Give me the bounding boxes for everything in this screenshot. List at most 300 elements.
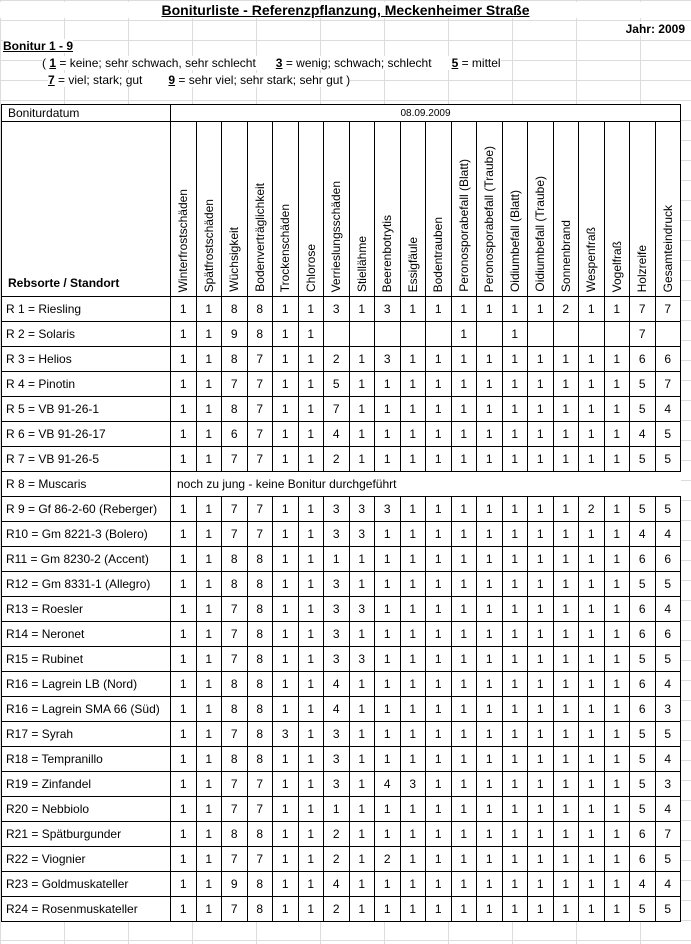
rating-cell: 1: [426, 647, 452, 672]
scale-title: Bonitur 1 - 9: [3, 39, 74, 53]
column-header-label: Wüchsigkeit: [227, 227, 242, 292]
rating-cell: 5: [630, 897, 656, 922]
rating-cell: 1: [477, 297, 503, 322]
rating-cell: 1: [451, 347, 477, 372]
rating-cell: 4: [655, 797, 681, 822]
rating-cell: 8: [247, 672, 273, 697]
rating-cell: 1: [400, 647, 426, 672]
rating-cell: 1: [426, 772, 452, 797]
rating-cell: 1: [196, 697, 222, 722]
scale-description: = mittel: [458, 56, 501, 70]
rating-cell: 1: [171, 647, 197, 672]
rating-cell: 1: [579, 397, 605, 422]
rating-cell: 1: [375, 722, 401, 747]
rating-cell: 7: [247, 522, 273, 547]
rating-cell: 1: [349, 347, 375, 372]
rating-cell: 1: [324, 547, 350, 572]
rating-cell: 1: [604, 397, 630, 422]
rating-cell: 1: [553, 622, 579, 647]
table-row: [2, 772, 681, 797]
rating-cell: 1: [502, 372, 528, 397]
rating-cell: [477, 322, 503, 347]
rating-cell: 3: [375, 347, 401, 372]
rating-cell: 1: [579, 822, 605, 847]
rating-cell: 7: [222, 797, 248, 822]
column-header-label: Wespenfraß: [584, 226, 599, 292]
rating-cell: 1: [298, 847, 324, 872]
variety-name: R 1 = Riesling: [2, 297, 171, 322]
rating-cell: 2: [553, 297, 579, 322]
table-row: [2, 747, 681, 772]
rating-cell: 1: [553, 747, 579, 772]
rating-cell: 7: [247, 447, 273, 472]
rating-cell: 1: [604, 372, 630, 397]
rating-cell: 1: [349, 897, 375, 922]
rating-cell: 7: [630, 297, 656, 322]
rating-cell: 1: [502, 747, 528, 772]
table-row: [2, 872, 681, 897]
rating-cell: 7: [222, 447, 248, 472]
rating-cell: 1: [375, 372, 401, 397]
rating-cell: 1: [451, 297, 477, 322]
rating-cell: 8: [247, 547, 273, 572]
rating-cell: 1: [477, 397, 503, 422]
rating-cell: 1: [579, 897, 605, 922]
rating-cell: 1: [400, 847, 426, 872]
rating-cell: 2: [324, 347, 350, 372]
rating-cell: 1: [528, 697, 554, 722]
rating-cell: 1: [400, 347, 426, 372]
rating-cell: 3: [349, 522, 375, 547]
variety-name: R21 = Spätburgunder: [2, 822, 171, 847]
rating-cell: 1: [451, 597, 477, 622]
rating-cell: 3: [273, 722, 299, 747]
table-row: [2, 822, 681, 847]
rating-cell: 1: [604, 572, 630, 597]
rating-cell: 1: [604, 447, 630, 472]
rating-cell: 1: [324, 797, 350, 822]
rating-cell: 1: [400, 622, 426, 647]
rating-cell: 7: [222, 372, 248, 397]
rating-cell: 4: [324, 872, 350, 897]
rating-cell: 1: [477, 497, 503, 522]
rating-cell: 1: [426, 447, 452, 472]
scale-description: = viel; stark; gut: [54, 73, 143, 87]
variety-name: R18 = Tempranillo: [2, 747, 171, 772]
table-row: [2, 697, 681, 722]
rating-cell: 8: [247, 622, 273, 647]
rating-cell: 1: [273, 872, 299, 897]
rating-cell: 1: [400, 572, 426, 597]
rating-cell: 1: [298, 647, 324, 672]
variety-name: R15 = Rubinet: [2, 647, 171, 672]
rating-cell: 1: [477, 522, 503, 547]
rating-cell: [553, 322, 579, 347]
rating-cell: 1: [553, 772, 579, 797]
rating-cell: 1: [502, 622, 528, 647]
rating-cell: 8: [247, 872, 273, 897]
row-note: noch zu jung - keine Bonitur durchgeführt: [171, 472, 681, 497]
rating-cell: 1: [298, 322, 324, 347]
rating-cell: 1: [451, 322, 477, 347]
rating-cell: 5: [655, 847, 681, 872]
column-header: [655, 122, 681, 297]
rating-cell: 1: [196, 872, 222, 897]
rating-cell: 1: [349, 422, 375, 447]
rating-cell: 1: [426, 622, 452, 647]
rating-cell: 4: [324, 697, 350, 722]
rating-cell: 1: [477, 347, 503, 372]
rating-cell: 3: [375, 497, 401, 522]
rating-cell: 1: [502, 447, 528, 472]
rating-cell: 1: [528, 422, 554, 447]
rating-cell: 8: [247, 297, 273, 322]
rating-cell: 8: [247, 572, 273, 597]
table-row: [2, 297, 681, 322]
rating-cell: 1: [528, 447, 554, 472]
rating-cell: 7: [324, 397, 350, 422]
rating-cell: 1: [171, 397, 197, 422]
rating-cell: 1: [528, 822, 554, 847]
rating-cell: 1: [528, 497, 554, 522]
rating-cell: 1: [528, 347, 554, 372]
rating-cell: 1: [273, 647, 299, 672]
rating-cell: 1: [196, 897, 222, 922]
rating-cell: 1: [604, 672, 630, 697]
rating-cell: 1: [451, 547, 477, 572]
rating-cell: 1: [579, 672, 605, 697]
rating-cell: 1: [426, 597, 452, 622]
rating-cell: 1: [528, 722, 554, 747]
rating-cell: 5: [630, 372, 656, 397]
rating-cell: 1: [553, 722, 579, 747]
variety-name: R12 = Gm 8331-1 (Allegro): [2, 572, 171, 597]
rating-cell: 1: [171, 422, 197, 447]
rating-cell: 1: [451, 797, 477, 822]
rating-cell: 1: [196, 672, 222, 697]
rating-cell: 1: [451, 647, 477, 672]
rating-cell: 1: [171, 597, 197, 622]
column-header-label: Vogelfraß: [609, 240, 624, 292]
rating-cell: 4: [655, 597, 681, 622]
rating-cell: 1: [196, 497, 222, 522]
rating-cell: 1: [604, 547, 630, 572]
column-header-label: Oidiumbefall (Blatt): [507, 189, 522, 292]
rating-cell: 8: [247, 747, 273, 772]
rating-cell: 1: [579, 522, 605, 547]
rating-cell: 1: [171, 822, 197, 847]
rating-cell: 4: [655, 872, 681, 897]
rating-cell: 1: [171, 797, 197, 822]
rating-cell: 1: [553, 547, 579, 572]
rating-cell: 1: [553, 672, 579, 697]
rating-cell: 1: [451, 722, 477, 747]
rating-cell: 1: [196, 822, 222, 847]
rating-cell: 1: [171, 572, 197, 597]
rating-cell: 2: [375, 847, 401, 872]
rating-cell: 8: [222, 397, 248, 422]
rating-cell: 1: [273, 372, 299, 397]
rating-cell: 1: [502, 547, 528, 572]
rating-cell: 1: [502, 772, 528, 797]
rating-cell: 5: [655, 572, 681, 597]
column-header-label: Verrieslungsschäden: [329, 180, 344, 292]
rating-cell: 1: [502, 847, 528, 872]
rating-cell: 1: [477, 572, 503, 597]
column-header-label: Peronosporabefall (Traube): [482, 145, 497, 292]
rating-cell: 1: [171, 497, 197, 522]
rating-cell: 1: [400, 872, 426, 897]
variety-name: R23 = Goldmuskateller: [2, 872, 171, 897]
rating-cell: 3: [324, 647, 350, 672]
rating-cell: 1: [426, 547, 452, 572]
rating-cell: 1: [451, 497, 477, 522]
variety-name: R13 = Roesler: [2, 597, 171, 622]
rating-cell: 1: [400, 447, 426, 472]
rating-cell: 1: [196, 572, 222, 597]
column-header: [273, 122, 299, 297]
rating-cell: 1: [273, 622, 299, 647]
rating-cell: 1: [579, 347, 605, 372]
rating-cell: 1: [426, 722, 452, 747]
variety-name: R 6 = VB 91-26-17: [2, 422, 171, 447]
rating-cell: 1: [375, 422, 401, 447]
variety-name: R 3 = Helios: [2, 347, 171, 372]
rating-cell: 7: [222, 897, 248, 922]
rating-cell: 5: [630, 747, 656, 772]
rating-cell: 1: [451, 747, 477, 772]
table-row: [2, 447, 681, 472]
rating-cell: 1: [477, 372, 503, 397]
rating-cell: 1: [171, 522, 197, 547]
column-header-label: Bodenverträglichkeit: [252, 183, 267, 292]
rating-cell: 1: [349, 547, 375, 572]
rating-cell: 6: [630, 847, 656, 872]
table-row: [2, 597, 681, 622]
rating-cell: 1: [298, 297, 324, 322]
rating-cell: 1: [528, 772, 554, 797]
rating-cell: 1: [451, 872, 477, 897]
rating-cell: 1: [349, 622, 375, 647]
rating-cell: 1: [426, 822, 452, 847]
rating-cell: 1: [528, 797, 554, 822]
rating-cell: 1: [451, 572, 477, 597]
rating-cell: 1: [528, 372, 554, 397]
rating-cell: 1: [426, 747, 452, 772]
rating-cell: 1: [553, 847, 579, 872]
rating-cell: 1: [400, 297, 426, 322]
rating-cell: 1: [477, 647, 503, 672]
rating-cell: 1: [579, 722, 605, 747]
rating-cell: 1: [171, 347, 197, 372]
rating-cell: 1: [477, 547, 503, 572]
rating-cell: 1: [400, 672, 426, 697]
rating-cell: 6: [222, 422, 248, 447]
rating-cell: 1: [579, 872, 605, 897]
rating-cell: 1: [273, 572, 299, 597]
rating-cell: 1: [349, 722, 375, 747]
rating-cell: 1: [579, 772, 605, 797]
rating-cell: 7: [247, 847, 273, 872]
rating-cell: 5: [655, 422, 681, 447]
rating-cell: 1: [400, 697, 426, 722]
column-header: [451, 122, 477, 297]
rating-cell: 1: [349, 797, 375, 822]
rating-cell: 7: [247, 797, 273, 822]
rating-cell: 7: [222, 597, 248, 622]
rating-cell: 1: [451, 622, 477, 647]
scale-value-5: 5: [451, 56, 459, 70]
column-header-label: Spätfrostschäden: [201, 198, 216, 292]
rating-cell: 1: [502, 872, 528, 897]
table-row: [2, 847, 681, 872]
rating-cell: 1: [477, 822, 503, 847]
rating-cell: 1: [604, 422, 630, 447]
rating-cell: 1: [273, 547, 299, 572]
rating-cell: 1: [273, 847, 299, 872]
rating-cell: 5: [630, 572, 656, 597]
rating-cell: 7: [222, 647, 248, 672]
rating-cell: 2: [324, 847, 350, 872]
rating-cell: 1: [477, 747, 503, 772]
rating-cell: 4: [630, 422, 656, 447]
column-header: [528, 122, 554, 297]
rating-cell: 1: [196, 722, 222, 747]
rating-cell: 1: [196, 447, 222, 472]
rating-cell: 1: [451, 697, 477, 722]
rating-cell: [528, 322, 554, 347]
rating-table: [1, 104, 681, 922]
rating-cell: 6: [655, 547, 681, 572]
scale-legend-line-1: ( 1 = keine; sehr schwach, sehr schlecht 3 = wenig; schwach; schlecht 5 = mittel: [42, 56, 501, 70]
variety-name: R14 = Neronet: [2, 622, 171, 647]
rating-cell: 6: [630, 822, 656, 847]
rating-cell: 1: [502, 672, 528, 697]
rating-cell: 8: [247, 597, 273, 622]
column-header-label: Oidiumbefall (Traube): [533, 176, 548, 292]
rating-cell: 1: [426, 372, 452, 397]
rating-cell: 1: [196, 597, 222, 622]
rating-cell: 1: [528, 622, 554, 647]
rating-cell: 8: [247, 647, 273, 672]
rating-cell: 1: [349, 572, 375, 597]
rating-cell: 1: [196, 622, 222, 647]
rating-cell: 1: [528, 672, 554, 697]
column-header: [171, 122, 197, 297]
rating-cell: 5: [655, 647, 681, 672]
rating-cell: 3: [324, 747, 350, 772]
rating-cell: [579, 322, 605, 347]
rating-cell: 1: [451, 822, 477, 847]
rating-cell: 1: [477, 847, 503, 872]
rating-cell: [655, 322, 681, 347]
rating-cell: 1: [298, 397, 324, 422]
rating-cell: 1: [477, 672, 503, 697]
rating-cell: 7: [247, 347, 273, 372]
rating-cell: 1: [426, 672, 452, 697]
scale-legend-line-2: [48, 73, 350, 87]
rating-cell: 1: [579, 597, 605, 622]
rating-cell: 1: [553, 572, 579, 597]
rating-cell: 1: [273, 672, 299, 697]
rating-cell: [349, 322, 375, 347]
rating-cell: 3: [324, 622, 350, 647]
rating-cell: 3: [349, 497, 375, 522]
variety-name: R16 = Lagrein SMA 66 (Süd): [2, 697, 171, 722]
rating-cell: 1: [477, 897, 503, 922]
rating-cell: 7: [222, 522, 248, 547]
rating-cell: 1: [400, 547, 426, 572]
date-value: 08.09.2009: [171, 105, 681, 122]
year-label: Jahr: 2009: [625, 22, 685, 36]
rating-cell: 8: [247, 322, 273, 347]
rating-cell: 1: [349, 872, 375, 897]
rating-cell: 4: [655, 747, 681, 772]
rating-cell: 1: [349, 372, 375, 397]
rating-cell: 1: [502, 347, 528, 372]
table-row: [2, 722, 681, 747]
rating-cell: 1: [400, 372, 426, 397]
table-row: [2, 347, 681, 372]
rating-cell: 1: [298, 672, 324, 697]
rating-cell: [604, 322, 630, 347]
rating-cell: 8: [247, 722, 273, 747]
rating-cell: 1: [273, 772, 299, 797]
rating-cell: 1: [196, 547, 222, 572]
rating-cell: 3: [349, 647, 375, 672]
rating-cell: 1: [502, 647, 528, 672]
column-header-label: Holzreife: [635, 244, 650, 292]
rating-cell: 1: [553, 347, 579, 372]
variety-name: R 7 = VB 91-26-5: [2, 447, 171, 472]
rating-cell: 1: [579, 647, 605, 672]
rating-cell: 1: [451, 397, 477, 422]
rating-cell: 3: [655, 697, 681, 722]
rating-cell: 1: [528, 522, 554, 547]
rating-cell: 1: [298, 347, 324, 372]
rating-cell: 1: [604, 697, 630, 722]
rating-cell: 7: [222, 772, 248, 797]
scale-description: = sehr viel; sehr stark; sehr gut ): [175, 73, 351, 87]
rating-cell: 1: [579, 297, 605, 322]
scale-value-3: 3: [275, 56, 283, 70]
rating-cell: 1: [528, 847, 554, 872]
rating-cell: 1: [400, 522, 426, 547]
rating-cell: 1: [298, 772, 324, 797]
column-header: [426, 122, 452, 297]
rating-cell: 1: [477, 772, 503, 797]
sheet-title: Boniturliste - Referenzpflanzung, Meckenheimer Straße: [0, 2, 691, 18]
variety-name: R24 = Rosenmuskateller: [2, 897, 171, 922]
rating-cell: 4: [324, 672, 350, 697]
rating-cell: 1: [196, 422, 222, 447]
rating-cell: 3: [324, 722, 350, 747]
rating-cell: 8: [222, 572, 248, 597]
rating-cell: 1: [196, 522, 222, 547]
rating-cell: 1: [196, 297, 222, 322]
rating-cell: 1: [604, 297, 630, 322]
column-header-label: Gesamteindruck: [660, 204, 675, 292]
column-header: [502, 122, 528, 297]
rating-cell: 1: [375, 622, 401, 647]
rating-cell: 1: [502, 697, 528, 722]
rating-cell: 1: [375, 572, 401, 597]
rating-cell: 1: [400, 797, 426, 822]
table-row: [2, 897, 681, 922]
column-header: [604, 122, 630, 297]
rating-cell: 1: [196, 397, 222, 422]
variety-name: R22 = Viognier: [2, 847, 171, 872]
